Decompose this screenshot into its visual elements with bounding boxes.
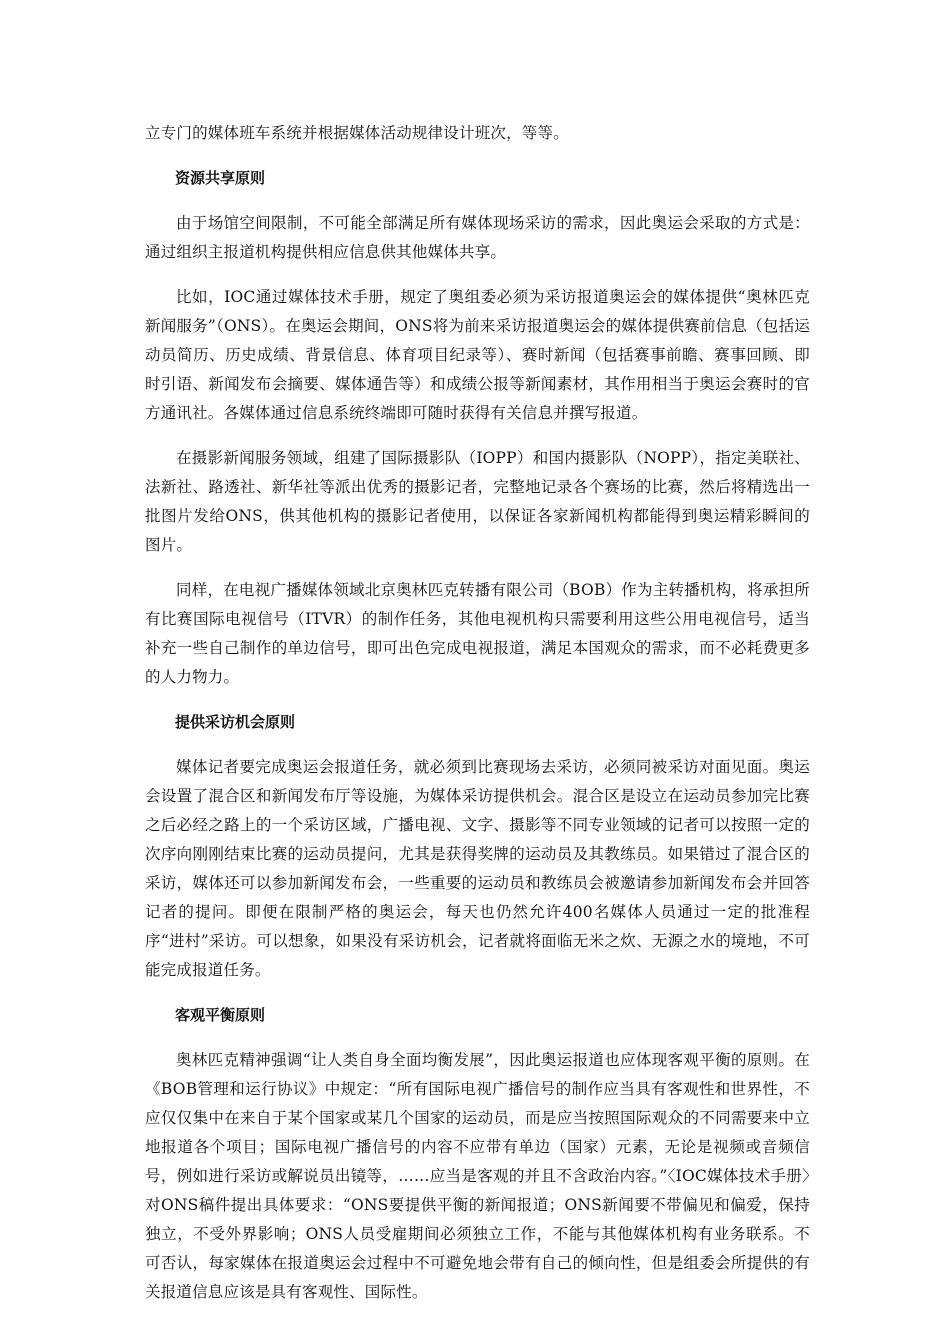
paragraph: 同样，在电视广播媒体领域北京奥林匹克转播有限公司（BOB）作为主转播机构，将承担所有比赛国际电视信号（ITVR）的制作任务，其他电视机构只需要利用这些公用电视信号，适当补充一些自己制作的单边信号，即可出色完成电视报道，满足本国观众的需求，而不必耗费更多的人力物力。: [145, 581, 810, 686]
paragraph: 比如，IOC通过媒体技术手册，规定了奥组委必须为采访报道奥运会的媒体提供“奥林匹克新闻服务”（ONS）。在奥运会期间，ONS将为前来采访报道奥运会的媒体提供赛前信息（包括运动员简历、历史成绩、背景信息、体育项目纪录等）、赛时新闻（包括赛事前瞻、赛事回顾、即时引语、新闻发布会摘要、媒体通告等）和成绩公报等新闻素材，其作用相当于奥运会赛时的官方通讯社。各媒体通过信息系统终端即可随时获得有关信息并撰写报道。: [145, 288, 810, 422]
paragraph: 奥林匹克精神强调“让人类自身全面均衡发展”，因此奥运报道也应体现客观平衡的原则。在《BOB管理和运行协议》中规定：“所有国际电视广播信号的制作应当具有客观性和世界性，不应仅仅集中在来自于某个国家或某几个国家的运动员，而是应当按照国际观众的不同需要来中立地报道各个项目；国际电视广播信号的内容不应带有单边（国家）元素，无论是视频或音频信号，例如进行采访或解说员出镜等，……应当是客观的并且不含政治内容。”〈IOC媒体技术手册〉对ONS稿件提出具体要求：“ONS要提供平衡的新闻报道；ONS新闻要不带偏见和偏爱，保持独立，不受外界影响；ONS人员受雇期间必须独立工作，不能与其他媒体机构有业务联系。不可否认，每家媒体在报道奥运会过程中不可避免地会带有自己的倾向性，但是组委会所提供的有关报道信息应该是具有客观性、国际性。: [145, 1051, 810, 1301]
section-heading-objective-balance: 客观平衡原则: [175, 1006, 266, 1024]
paragraph: 在摄影新闻服务领域，组建了国际摄影队（IOPP）和国内摄影队（NOPP），指定美联社、法新社、路透社、新华社等派出优秀的摄影记者，完整地记录各个赛场的比赛，然后将精选出一批图片发给ONS，供其他机构的摄影记者使用，以保证各家新闻机构都能得到奥运精彩瞬间的图片。: [145, 449, 810, 554]
paragraph: 媒体记者要完成奥运会报道任务，就必须到比赛现场去采访，必须同被采访对面见面。奥运会设置了混合区和新闻发布厅等设施，为媒体采访提供机会。混合区是设立在运动员参加完比赛之后必经之路上的一个采访区域，广播电视、文字、摄影等不同专业领域的记者可以按照一定的次序向刚刚结束比赛的运动员提问，尤其是获得奖牌的运动员及其教练员。如果错过了混合区的采访，媒体还可以参加新闻发布会，一些重要的运动员和教练员会被邀请参加新闻发布会并回答记者的提问。即便在限制严格的奥运会，每天也仍然允许400名媒体人员通过一定的批准程序“进村”采访。可以想象，如果没有采访机会，记者就将面临无米之炊、无源之水的境地，不可能完成报道任务。: [145, 758, 810, 979]
document-body: [145, 119, 810, 1323]
paragraph: 由于场馆空间限制，不可能全部满足所有媒体现场采访的需求，因此奥运会采取的方式是：通过组织主报道机构提供相应信息供其他媒体共享。: [145, 214, 810, 261]
section-heading-resource-sharing: 资源共享原则: [175, 169, 266, 187]
paragraph-continuation: 立专门的媒体班车系统并根据媒体活动规律设计班次，等等。: [145, 124, 569, 142]
section-heading-interview-opportunity: 提供采访机会原则: [175, 713, 296, 731]
